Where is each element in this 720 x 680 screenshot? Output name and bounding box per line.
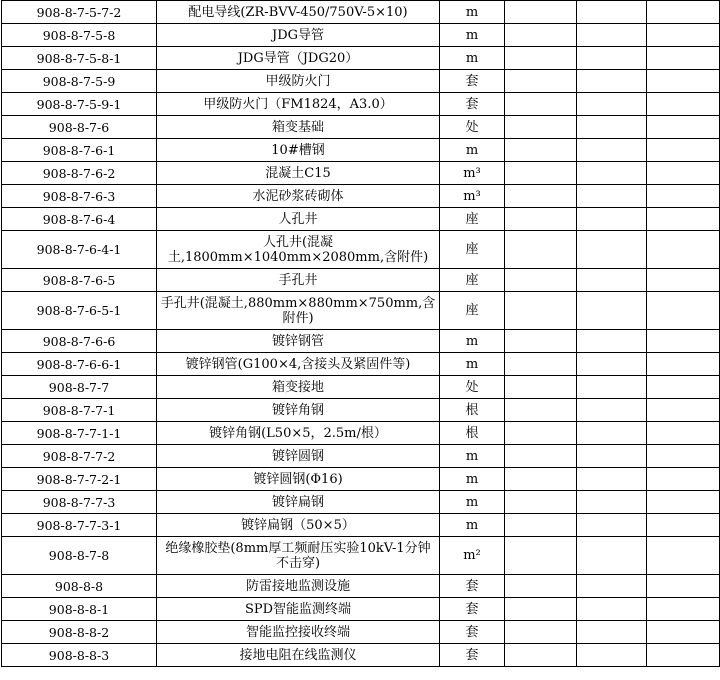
table-row [2, 644, 720, 667]
table-row [2, 269, 720, 292]
quantity-cell [505, 1, 577, 24]
unit-cell: m [440, 47, 505, 70]
quantity-cell [505, 644, 577, 667]
item-code-cell: 908-8-7-5-8 [2, 24, 157, 47]
item-name-cell: SPD智能监测终端 [157, 598, 440, 621]
total-price-cell [647, 93, 720, 116]
total-price-cell [647, 353, 720, 376]
unit-cell: 套 [440, 598, 505, 621]
total-price-cell [647, 24, 720, 47]
total-price-cell [647, 644, 720, 667]
unit-cell: 套 [440, 575, 505, 598]
item-code-cell: 908-8-7-5-7-2 [2, 1, 157, 24]
unit-cell: m [440, 24, 505, 47]
unit-cell: 座 [440, 269, 505, 292]
item-name-cell: 绝缘橡胶垫(8mm厚工频耐压实验10kV-1分钟不击穿) [157, 537, 440, 575]
unit-cell: m³ [440, 185, 505, 208]
quantity-cell [505, 537, 577, 575]
total-price-cell [647, 185, 720, 208]
table-row [2, 208, 720, 231]
total-price-cell [647, 422, 720, 445]
item-code-cell: 908-8-7-7-3-1 [2, 514, 157, 537]
unit-cell: 处 [440, 376, 505, 399]
table-row [2, 621, 720, 644]
item-name-cell: JDG导管 [157, 24, 440, 47]
item-name-cell: 防雷接地监测设施 [157, 575, 440, 598]
item-code-cell: 908-8-7-6-6-1 [2, 353, 157, 376]
total-price-cell [647, 47, 720, 70]
unit-price-cell [577, 231, 647, 269]
quantity-cell [505, 330, 577, 353]
item-name-cell: 混凝土C15 [157, 162, 440, 185]
unit-price-cell [577, 1, 647, 24]
total-price-cell [647, 70, 720, 93]
quantity-cell [505, 139, 577, 162]
item-code-cell: 908-8-7-5-8-1 [2, 47, 157, 70]
table-row [2, 185, 720, 208]
unit-cell: 处 [440, 116, 505, 139]
table-row [2, 162, 720, 185]
item-code-cell: 908-8-7-6 [2, 116, 157, 139]
table-body [2, 1, 720, 667]
item-code-cell: 908-8-7-7-2-1 [2, 468, 157, 491]
table-row [2, 598, 720, 621]
item-code-cell: 908-8-7-7-1-1 [2, 422, 157, 445]
table-row [2, 1, 720, 24]
unit-price-cell [577, 514, 647, 537]
item-name-cell: 接地电阻在线监测仪 [157, 644, 440, 667]
unit-cell: 套 [440, 93, 505, 116]
unit-price-cell [577, 537, 647, 575]
item-code-cell: 908-8-7-6-4-1 [2, 231, 157, 269]
quantity-cell [505, 376, 577, 399]
total-price-cell [647, 231, 720, 269]
unit-price-cell [577, 93, 647, 116]
item-code-cell: 908-8-7-7-1 [2, 399, 157, 422]
quantity-cell [505, 514, 577, 537]
table-row [2, 292, 720, 330]
table-row [2, 139, 720, 162]
quantity-cell [505, 93, 577, 116]
item-code-cell: 908-8-7-7 [2, 376, 157, 399]
unit-cell: m [440, 514, 505, 537]
unit-cell: 套 [440, 621, 505, 644]
table-row [2, 116, 720, 139]
table-row [2, 537, 720, 575]
unit-price-cell [577, 139, 647, 162]
item-name-cell: 镀锌角钢 [157, 399, 440, 422]
item-name-cell: 镀锌扁钢（50×5） [157, 514, 440, 537]
item-name-cell: 手孔井 [157, 269, 440, 292]
unit-price-cell [577, 208, 647, 231]
total-price-cell [647, 575, 720, 598]
quantity-cell [505, 491, 577, 514]
unit-price-cell [577, 598, 647, 621]
item-code-cell: 908-8-7-6-5-1 [2, 292, 157, 330]
unit-price-cell [577, 468, 647, 491]
table-row [2, 575, 720, 598]
total-price-cell [647, 292, 720, 330]
quantity-cell [505, 24, 577, 47]
total-price-cell [647, 1, 720, 24]
item-name-cell: 配电导线(ZR-BVV-450/750V-5×10) [157, 1, 440, 24]
unit-cell: m [440, 491, 505, 514]
quantity-cell [505, 162, 577, 185]
total-price-cell [647, 445, 720, 468]
unit-price-cell [577, 185, 647, 208]
unit-cell: m [440, 330, 505, 353]
unit-price-cell [577, 24, 647, 47]
item-name-cell: 甲级防火门（FM1824，A3.0） [157, 93, 440, 116]
quantity-cell [505, 575, 577, 598]
item-name-cell: 镀锌钢管 [157, 330, 440, 353]
unit-cell: 座 [440, 208, 505, 231]
item-code-cell: 908-8-8-3 [2, 644, 157, 667]
unit-price-cell [577, 575, 647, 598]
total-price-cell [647, 208, 720, 231]
unit-price-cell [577, 162, 647, 185]
quantity-cell [505, 598, 577, 621]
table-row [2, 468, 720, 491]
unit-price-cell [577, 269, 647, 292]
item-code-cell: 908-8-7-6-1 [2, 139, 157, 162]
total-price-cell [647, 491, 720, 514]
table-row [2, 376, 720, 399]
quantity-cell [505, 445, 577, 468]
item-name-cell: 人孔井 [157, 208, 440, 231]
total-price-cell [647, 376, 720, 399]
unit-cell: 座 [440, 292, 505, 330]
total-price-cell [647, 399, 720, 422]
item-name-cell: 镀锌角钢(L50×5，2.5m/根） [157, 422, 440, 445]
quantity-cell [505, 269, 577, 292]
quantity-cell [505, 185, 577, 208]
unit-price-cell [577, 376, 647, 399]
unit-cell: 根 [440, 399, 505, 422]
item-code-cell: 908-8-7-7-3 [2, 491, 157, 514]
unit-price-cell [577, 70, 647, 93]
unit-cell: m² [440, 537, 505, 575]
unit-price-cell [577, 330, 647, 353]
item-code-cell: 908-8-7-5-9 [2, 70, 157, 93]
item-code-cell: 908-8-7-6-6 [2, 330, 157, 353]
item-code-cell: 908-8-7-8 [2, 537, 157, 575]
item-name-cell: 人孔井(混凝土,1800mm×1040mm×2080mm,含附件) [157, 231, 440, 269]
item-name-cell: 甲级防火门 [157, 70, 440, 93]
table-row [2, 330, 720, 353]
item-name-cell: JDG导管（JDG20） [157, 47, 440, 70]
quantity-cell [505, 399, 577, 422]
unit-cell: m [440, 1, 505, 24]
total-price-cell [647, 468, 720, 491]
item-name-cell: 镀锌圆钢 [157, 445, 440, 468]
total-price-cell [647, 598, 720, 621]
quantity-cell [505, 353, 577, 376]
total-price-cell [647, 162, 720, 185]
unit-cell: 套 [440, 644, 505, 667]
item-code-cell: 908-8-7-7-2 [2, 445, 157, 468]
quantity-cell [505, 116, 577, 139]
unit-price-cell [577, 353, 647, 376]
unit-cell: 根 [440, 422, 505, 445]
unit-price-cell [577, 445, 647, 468]
item-name-cell: 镀锌钢管(G100×4,含接头及紧固件等) [157, 353, 440, 376]
item-code-cell: 908-8-8-2 [2, 621, 157, 644]
item-code-cell: 908-8-7-6-5 [2, 269, 157, 292]
unit-cell: m [440, 353, 505, 376]
total-price-cell [647, 514, 720, 537]
total-price-cell [647, 269, 720, 292]
unit-price-cell [577, 491, 647, 514]
item-name-cell: 镀锌圆钢(Φ16) [157, 468, 440, 491]
unit-price-cell [577, 621, 647, 644]
unit-price-cell [577, 422, 647, 445]
item-code-cell: 908-8-8 [2, 575, 157, 598]
unit-cell: m [440, 139, 505, 162]
quantity-cell [505, 468, 577, 491]
total-price-cell [647, 621, 720, 644]
unit-cell: 座 [440, 231, 505, 269]
item-code-cell: 908-8-7-5-9-1 [2, 93, 157, 116]
item-name-cell: 手孔井(混凝土,880mm×880mm×750mm,含附件) [157, 292, 440, 330]
quantity-cell [505, 621, 577, 644]
table-row [2, 47, 720, 70]
item-name-cell: 镀锌扁钢 [157, 491, 440, 514]
table-row [2, 231, 720, 269]
quantity-cell [505, 47, 577, 70]
unit-price-cell [577, 116, 647, 139]
total-price-cell [647, 116, 720, 139]
unit-price-cell [577, 292, 647, 330]
table-row [2, 24, 720, 47]
total-price-cell [647, 330, 720, 353]
table-row [2, 399, 720, 422]
quantity-cell [505, 231, 577, 269]
item-name-cell: 箱变接地 [157, 376, 440, 399]
unit-cell: m [440, 468, 505, 491]
quantity-cell [505, 70, 577, 93]
item-name-cell: 水泥砂浆砖砌体 [157, 185, 440, 208]
item-code-cell: 908-8-7-6-3 [2, 185, 157, 208]
table-row [2, 445, 720, 468]
quantity-cell [505, 208, 577, 231]
table-row [2, 93, 720, 116]
table-row [2, 353, 720, 376]
quantity-cell [505, 422, 577, 445]
table-row [2, 70, 720, 93]
unit-price-cell [577, 644, 647, 667]
unit-price-cell [577, 399, 647, 422]
table-row [2, 491, 720, 514]
total-price-cell [647, 537, 720, 575]
bill-of-quantities-table [1, 0, 720, 667]
quantity-cell [505, 292, 577, 330]
item-code-cell: 908-8-8-1 [2, 598, 157, 621]
item-code-cell: 908-8-7-6-4 [2, 208, 157, 231]
unit-cell: m³ [440, 162, 505, 185]
item-name-cell: 箱变基础 [157, 116, 440, 139]
table-row [2, 514, 720, 537]
unit-price-cell [577, 47, 647, 70]
unit-cell: m [440, 445, 505, 468]
table-row [2, 422, 720, 445]
total-price-cell [647, 139, 720, 162]
item-name-cell: 智能监控接收终端 [157, 621, 440, 644]
unit-cell: 套 [440, 70, 505, 93]
item-code-cell: 908-8-7-6-2 [2, 162, 157, 185]
item-name-cell: 10#槽钢 [157, 139, 440, 162]
